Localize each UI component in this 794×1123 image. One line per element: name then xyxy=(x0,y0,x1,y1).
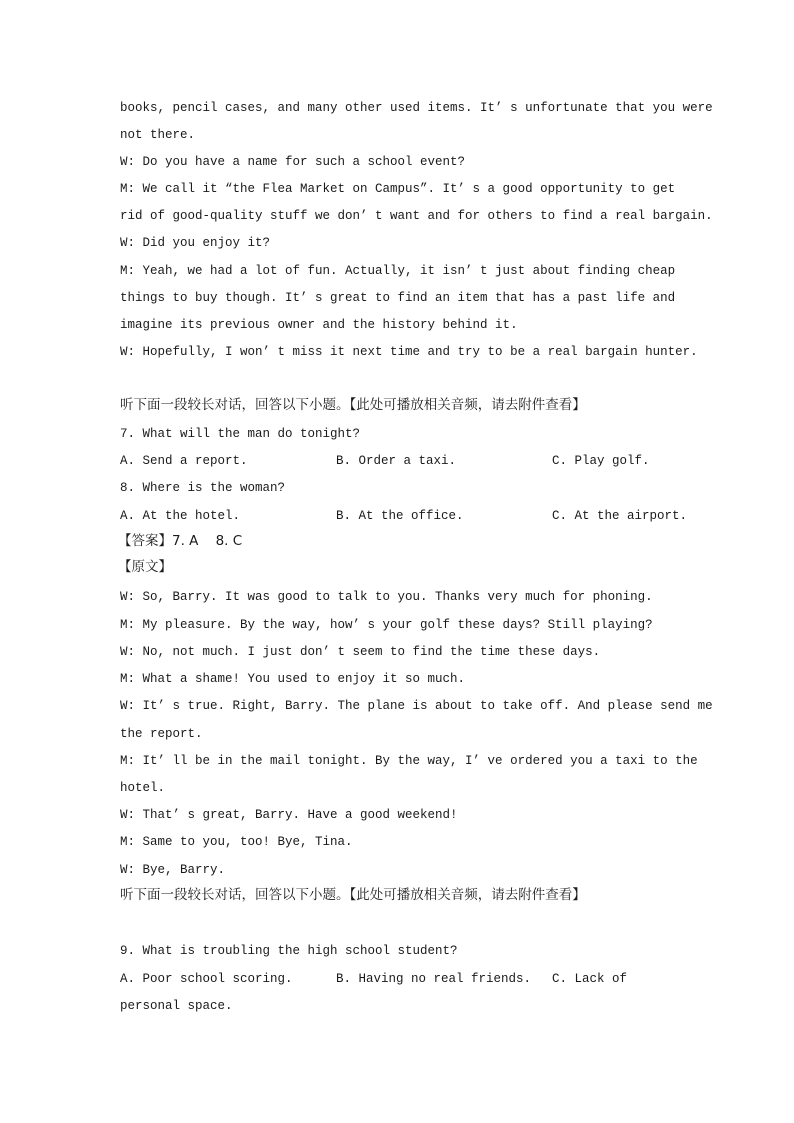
transcript-line: M: It’ ll be in the mail tonight. By the way, I’ ve ordered you a taxi to the xyxy=(120,754,698,768)
transcript-line: things to buy though. It’ s great to find an item that has a past life and xyxy=(120,291,676,305)
transcript-label: 【原文】 xyxy=(118,559,172,575)
transcript-line: M: My pleasure. By the way, how’ s your golf these days? Still playing? xyxy=(120,618,653,632)
q8-option-a: A. At the hotel. xyxy=(120,509,241,523)
transcript-line: W: Did you enjoy it? xyxy=(120,236,271,250)
transcript-line: imagine its previous owner and the history behind it. xyxy=(120,318,518,332)
section-instruction: 听下面一段较长对话，回答以下小题。【此处可播放相关音频，请去附件查看】 xyxy=(120,397,586,413)
q7-option-a: A. Send a report. xyxy=(120,454,248,468)
answer-key: 【答案】7. A 8. C xyxy=(118,533,243,549)
section-instruction: 听下面一段较长对话，回答以下小题。【此处可播放相关音频，请去附件查看】 xyxy=(120,887,586,903)
transcript-line: W: Bye, Barry. xyxy=(120,863,226,877)
transcript-line: W: Hopefully, I won’ t miss it next time and try to be a real bargain hunter. xyxy=(120,345,698,359)
transcript-line: M: What a shame! You used to enjoy it so much. xyxy=(120,672,466,686)
question-9: 9. What is troubling the high school student? xyxy=(120,944,458,958)
transcript-line: rid of good-quality stuff we don’ t want and for others to find a real bargain. xyxy=(120,209,713,223)
transcript-line: M: We call it “the Flea Market on Campus”. It’ s a good opportunity to get xyxy=(120,182,676,196)
transcript-line: hotel. xyxy=(120,781,166,795)
q9-option-a: A. Poor school scoring. xyxy=(120,972,293,986)
question-7: 7. What will the man do tonight? xyxy=(120,427,361,441)
q9-option-c-continued: personal space. xyxy=(120,999,233,1013)
q8-option-b: B. At the office. xyxy=(336,509,464,523)
q9-option-b: B. Having no real friends. xyxy=(336,972,532,986)
transcript-line: the report. xyxy=(120,727,203,741)
transcript-line: W: It’ s true. Right, Barry. The plane is about to take off. And please send me xyxy=(120,699,713,713)
transcript-line: W: So, Barry. It was good to talk to you. Thanks very much for phoning. xyxy=(120,590,653,604)
q9-option-c: C. Lack of xyxy=(552,972,628,986)
q8-option-c: C. At the airport. xyxy=(552,509,688,523)
q7-option-c: C. Play golf. xyxy=(552,454,650,468)
transcript-line: M: Same to you, too! Bye, Tina. xyxy=(120,835,353,849)
question-8: 8. Where is the woman? xyxy=(120,481,286,495)
transcript-line: W: Do you have a name for such a school event? xyxy=(120,155,466,169)
q7-option-b: B. Order a taxi. xyxy=(336,454,457,468)
transcript-line: W: That’ s great, Barry. Have a good weekend! xyxy=(120,808,458,822)
transcript-line: books, pencil cases, and many other used items. It’ s unfortunate that you were xyxy=(120,101,713,115)
transcript-line: M: Yeah, we had a lot of fun. Actually, it isn’ t just about finding cheap xyxy=(120,264,676,278)
transcript-line: W: No, not much. I just don’ t seem to find the time these days. xyxy=(120,645,601,659)
transcript-line: not there. xyxy=(120,128,196,142)
